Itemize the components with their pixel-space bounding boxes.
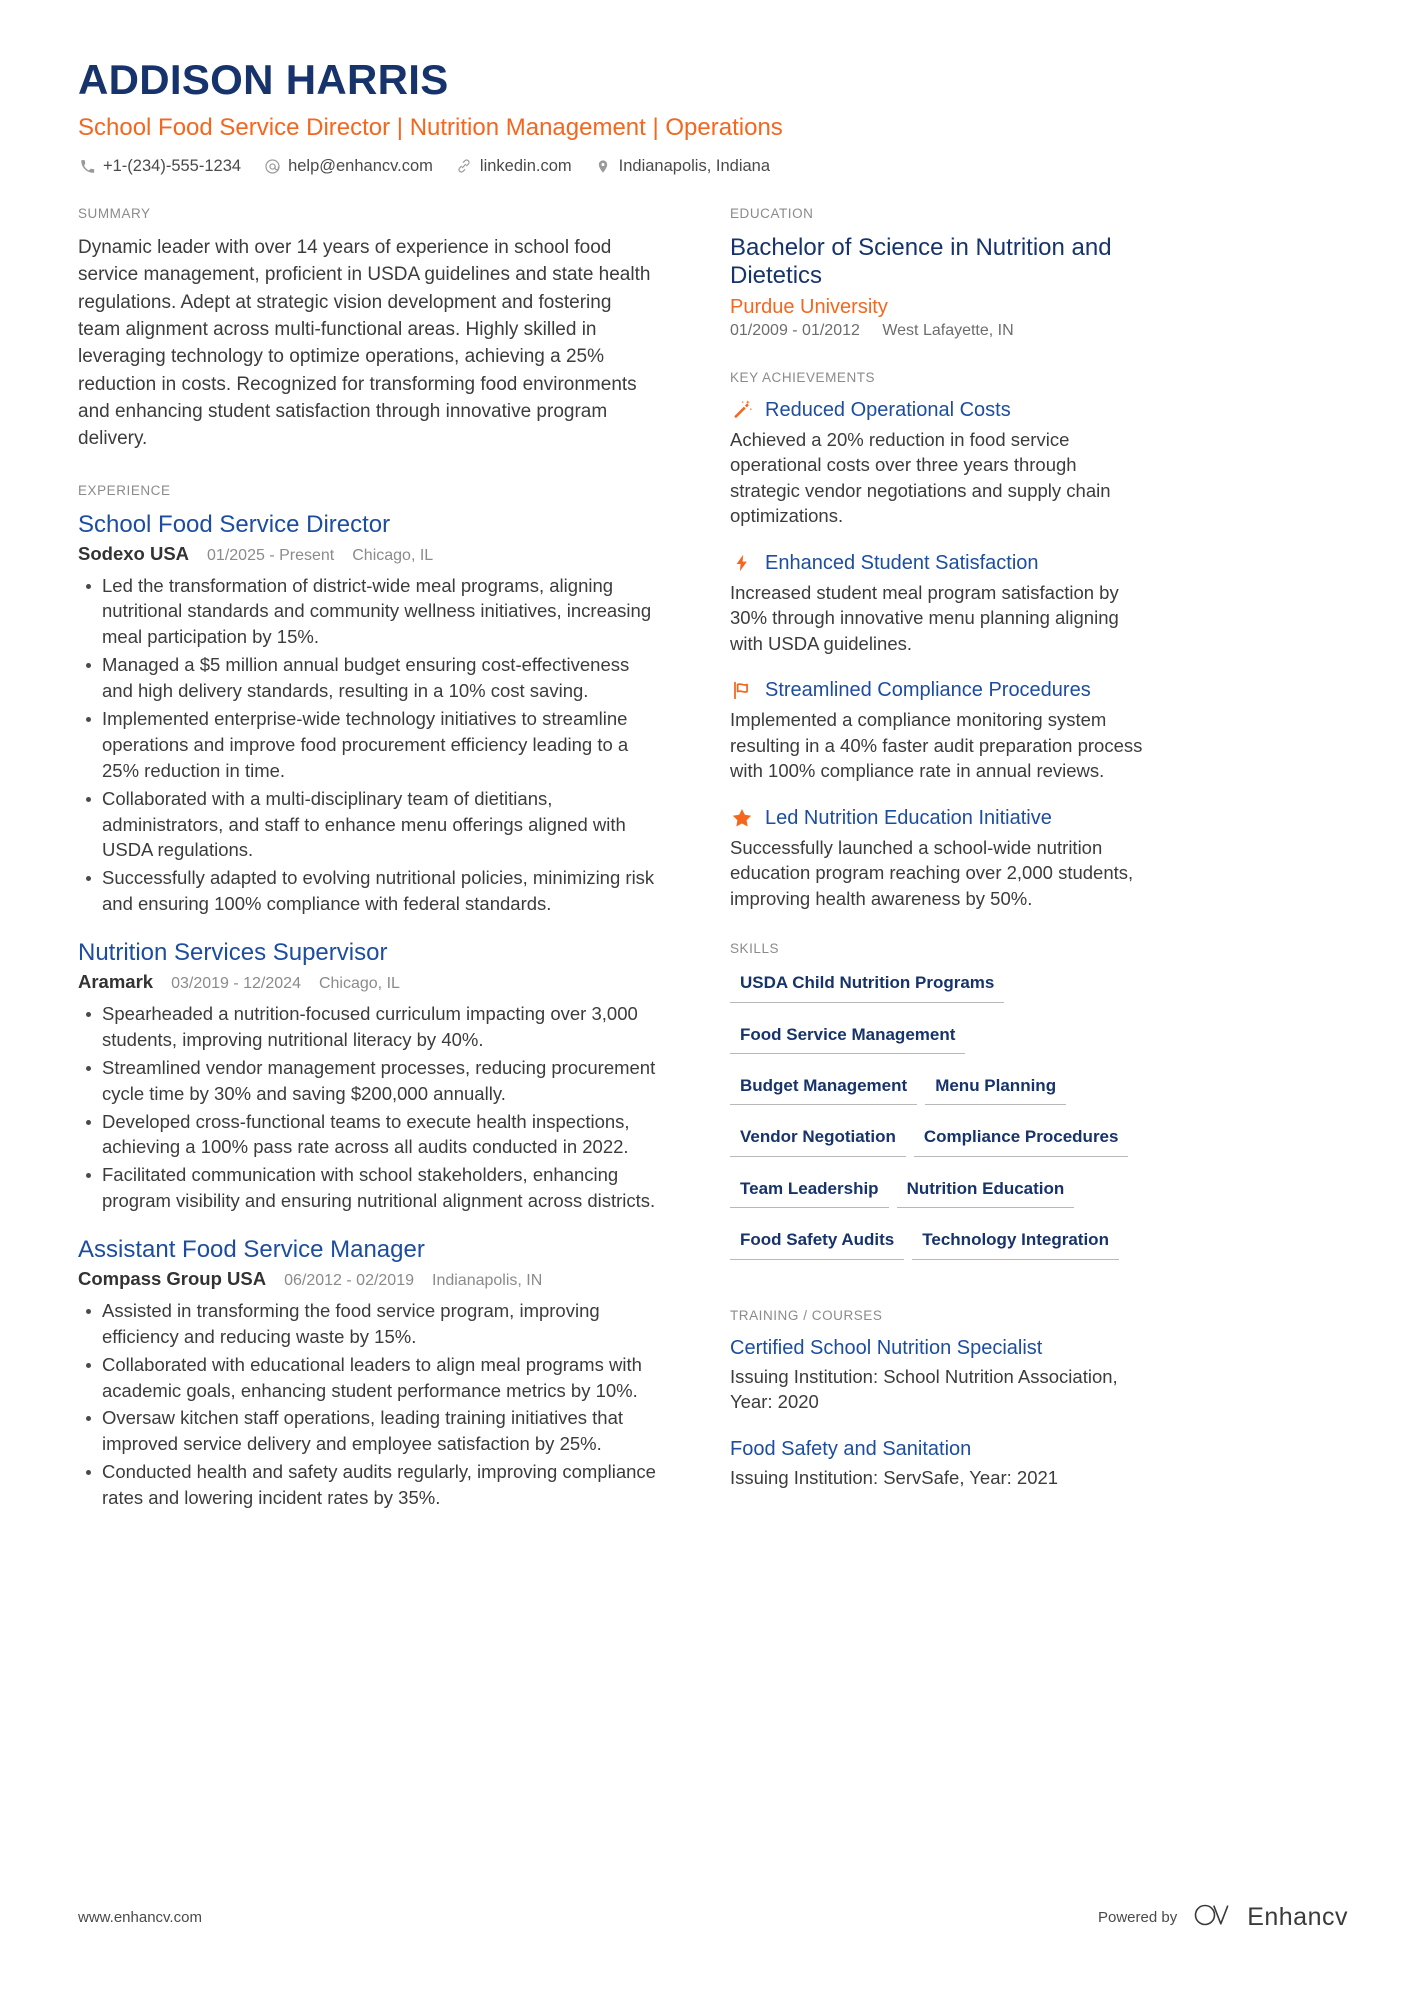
job-bullet: Implemented enterprise-wide technology initiatives to streamline operations and improve food procurement efficiency leading to a 25% reduction in time.: [78, 706, 658, 784]
resume-columns: [78, 206, 1348, 1541]
training-item: [730, 1336, 1148, 1415]
skill-tag: Compliance Procedures: [914, 1123, 1129, 1156]
achievement-item: [730, 678, 1148, 784]
achievements-section-label: KEY ACHIEVEMENTS: [730, 369, 876, 385]
skill-tag: USDA Child Nutrition Programs: [730, 969, 1004, 1002]
job-bullet: Managed a $5 million annual budget ensuring cost-effectiveness and high delivery standards, resulting in a 10% cost saving.: [78, 652, 658, 704]
job-bullet: Assisted in transforming the food service program, improving efficiency and reducing waste by 15%.: [78, 1298, 658, 1350]
skill-tag: Food Safety Audits: [730, 1226, 904, 1259]
skill-tag: Nutrition Education: [897, 1175, 1075, 1208]
achievement-item: [730, 398, 1148, 529]
achievement-title: Enhanced Student Satisfaction: [765, 551, 1039, 574]
powered-by-label: Powered by: [1097, 1909, 1178, 1926]
training-section-label: TRAINING / COURSES: [730, 1307, 883, 1323]
enhancv-wordmark: Enhancv: [1247, 1903, 1348, 1931]
achievement-header: [730, 398, 1148, 422]
achievement-text: Successfully launched a school-wide nutrition education program reaching over 2,000 students, improving health awareness by 50%.: [730, 836, 1134, 909]
job-meta: [78, 543, 658, 565]
candidate-headline: School Food Service Director | Nutrition Management | Operations: [78, 114, 783, 142]
skill-tag: Food Service Management: [730, 1021, 965, 1054]
job-title: School Food Service Director: [78, 510, 391, 538]
enhancv-mark-icon: [1193, 1902, 1237, 1933]
job-company: Aramark: [78, 970, 154, 992]
skills-list: [730, 969, 1148, 1277]
achievement-text: Increased student meal program satisfaction by 30% through innovative menu planning aligning with USDA guidelines.: [730, 581, 1119, 654]
job-company: Sodexo USA: [78, 542, 190, 564]
job-dates: 06/2012 - 02/2019: [284, 1271, 414, 1289]
achievements-section: [730, 370, 1148, 912]
job-location: Indianapolis, IN: [432, 1271, 543, 1289]
contact-email[interactable]: [263, 157, 433, 176]
right-column: [730, 206, 1148, 1520]
enhancv-logo: [1193, 1902, 1348, 1933]
job-bullet: Led the transformation of district-wide meal programs, aligning nutritional standards and community wellness initiatives, increasing meal participation by 15%.: [78, 573, 658, 651]
contact-location-text: Indianapolis, Indiana: [618, 156, 771, 175]
job-dates: 01/2025 - Present: [207, 546, 335, 564]
skill-tag: Budget Management: [730, 1072, 917, 1105]
summary-section: [78, 206, 658, 453]
training-description: Issuing Institution: ServSafe, Year: 2021: [730, 1466, 1059, 1488]
job-bullet: Oversaw kitchen staff operations, leading training initiatives that improved service delivery and employee satisfaction by 25%.: [78, 1405, 658, 1457]
training-item: [730, 1437, 1148, 1491]
training-section: [730, 1308, 1148, 1491]
training-title: Certified School Nutrition Specialist: [730, 1336, 1043, 1359]
job-bullet: Collaborated with a multi-disciplinary team of dietitians, administrators, and staff to enhance menu offerings aligned with USDA regulations.: [78, 786, 658, 864]
skill-tag: Menu Planning: [925, 1072, 1066, 1105]
job-bullets: [78, 1298, 658, 1511]
skill-tag: Team Leadership: [730, 1175, 889, 1208]
education-section: [730, 206, 1148, 340]
job-meta: [78, 1268, 658, 1290]
experience-entry: [78, 939, 658, 1214]
experience-section-label: EXPERIENCE: [78, 482, 171, 498]
job-bullet: Spearheaded a nutrition-focused curriculum impacting over 3,000 students, improving nutritional literacy by 40%.: [78, 1001, 658, 1053]
job-bullets: [78, 573, 658, 918]
skill-tag: Technology Integration: [912, 1226, 1119, 1259]
skill-tag: Vendor Negotiation: [730, 1123, 906, 1156]
candidate-name: ADDISON HARRIS: [78, 56, 449, 103]
job-title: Assistant Food Service Manager: [78, 1236, 425, 1264]
achievement-item: [730, 551, 1148, 657]
magic-wand-icon: [730, 398, 754, 422]
link-icon: [455, 157, 473, 175]
summary-section-label: SUMMARY: [78, 205, 151, 221]
contact-location: [594, 157, 770, 176]
resume-header: [78, 58, 1348, 176]
job-bullet: Developed cross-functional teams to execute health inspections, achieving a 100% pass rate across all audits conducted in 2022.: [78, 1109, 658, 1161]
achievement-text: Implemented a compliance monitoring system resulting in a 40% faster audit preparation process with 100% compliance rate in annual reviews.: [730, 709, 1143, 782]
job-meta: [78, 971, 658, 993]
email-icon: [263, 157, 281, 175]
training-description: Issuing Institution: School Nutrition Association, Year: 2020: [730, 1365, 1118, 1413]
training-title: Food Safety and Sanitation: [730, 1437, 972, 1460]
job-location: Chicago, IL: [318, 974, 400, 992]
experience-section: [78, 483, 658, 1511]
experience-entry: [78, 511, 658, 917]
job-bullets: [78, 1001, 658, 1214]
contact-email-text: help@enhancv.com: [288, 156, 433, 175]
education-meta: [730, 322, 1148, 340]
achievement-header: [730, 551, 1148, 575]
contact-linkedin[interactable]: [455, 157, 572, 176]
contact-phone-text: +1-(234)-555-1234: [103, 156, 242, 175]
job-location: Chicago, IL: [352, 546, 434, 564]
achievement-header: [730, 678, 1148, 702]
job-bullet: Collaborated with educational leaders to align meal programs with academic goals, enhancing student performance metrics by 10%.: [78, 1352, 658, 1404]
contact-linkedin-text: linkedin.com: [479, 156, 572, 175]
summary-text: Dynamic leader with over 14 years of experience in school food service management, proficient in USDA guidelines and state health regulations. Adept at strategic vision development and fostering team alignment across multi-functional areas. Highly skilled in leveraging technology to optimize operations, achieving a 25% reduction in costs. Recognized for transforming food environments and enhancing student satisfaction through innovative program delivery.: [78, 236, 651, 450]
star-icon: [730, 806, 754, 830]
left-column: [78, 206, 678, 1541]
skills-section: [730, 941, 1148, 1277]
footer-branding: [1098, 1902, 1348, 1933]
contact-bar: [78, 157, 1348, 176]
education-section-label: EDUCATION: [730, 205, 814, 221]
achievement-item: [730, 806, 1148, 912]
footer-website-url[interactable]: www.enhancv.com: [78, 1909, 202, 1926]
skills-section-label: SKILLS: [730, 941, 780, 957]
job-bullet: Successfully adapted to evolving nutritional policies, minimizing risk and ensuring 100% compliance with federal standards.: [78, 865, 658, 917]
education-dates: 01/2009 - 01/2012: [730, 321, 860, 339]
job-company: Compass Group USA: [78, 1267, 267, 1289]
job-bullet: Facilitated communication with school stakeholders, enhancing program visibility and ensuring nutritional alignment across districts.: [78, 1162, 658, 1214]
resume-footer: [78, 1902, 1348, 1933]
phone-icon: [78, 157, 96, 175]
job-bullet: Conducted health and safety audits regularly, improving compliance rates and lowering incident rates by 35%.: [78, 1459, 658, 1511]
lightning-bolt-icon: [730, 551, 754, 575]
flag-icon: [730, 678, 754, 702]
achievement-text: Achieved a 20% reduction in food service operational costs over three years through strategic vendor negotiations and supply chain optimizations.: [730, 428, 1111, 527]
job-dates: 03/2019 - 12/2024: [171, 974, 301, 992]
achievement-title: Streamlined Compliance Procedures: [765, 679, 1091, 702]
education-degree: Bachelor of Science in Nutrition and Dietetics: [730, 233, 1112, 290]
experience-entry: [78, 1236, 658, 1511]
location-pin-icon: [594, 157, 612, 175]
job-title: Nutrition Services Supervisor: [78, 939, 388, 967]
education-location: West Lafayette, IN: [882, 321, 1014, 339]
job-bullet: Streamlined vendor management processes, reducing procurement cycle time by 30% and saving $200,000 annually.: [78, 1055, 658, 1107]
contact-phone[interactable]: [78, 157, 241, 176]
achievement-title: Reduced Operational Costs: [765, 398, 1011, 421]
achievement-header: [730, 806, 1148, 830]
achievement-title: Led Nutrition Education Initiative: [765, 806, 1052, 829]
education-school: Purdue University: [730, 295, 888, 318]
